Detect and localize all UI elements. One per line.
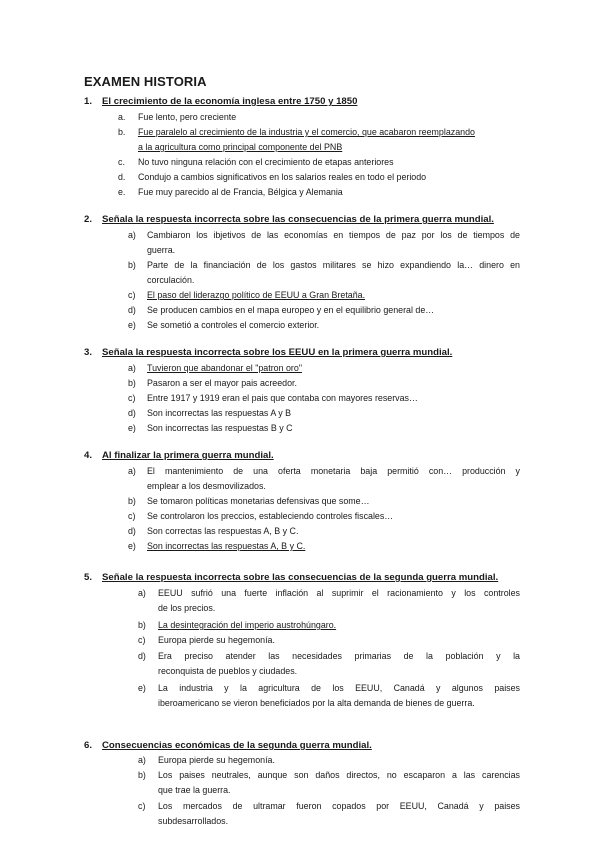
- option-text: Era preciso atender las necesidades primarias de la población y la: [158, 651, 520, 661]
- question-text: Consecuencias económicas de la segunda guerra mundial.: [102, 740, 372, 751]
- option-text: La desintegración del imperio austrohúngaro.: [158, 620, 337, 630]
- option-label: d): [128, 526, 136, 536]
- option-label: a): [138, 588, 146, 598]
- option-label: a): [128, 466, 136, 476]
- option-text: Tuvieron que abandonar el "patron oro": [147, 363, 302, 373]
- option-4e: [128, 539, 520, 555]
- question-text: Al finalizar la primera guerra mundial.: [102, 450, 274, 461]
- option-text: Condujo a cambios significativos en los salarios reales en todo el periodo: [138, 172, 427, 182]
- option-4d: [128, 524, 520, 540]
- option-text: Son incorrectas las respuestas A y B: [147, 408, 292, 418]
- option-text: Cambiaron los ibjetivos de las economías en tiempos de paz por los de tiempos de: [147, 230, 520, 240]
- option-label: d): [128, 305, 136, 315]
- option-label: d): [128, 408, 136, 418]
- option-2e: [128, 318, 520, 334]
- option-text: Son incorrectas las respuestas A, B y C.: [147, 541, 306, 551]
- option-label: c.: [118, 157, 125, 167]
- option-1b: [118, 125, 518, 156]
- option-3a: [128, 361, 520, 377]
- option-2a: [128, 228, 520, 259]
- question-number: 5.: [84, 572, 93, 583]
- option-1a: [118, 110, 518, 126]
- option-label: b): [128, 378, 136, 388]
- option-5a: [138, 586, 520, 617]
- option-4b: [128, 494, 520, 510]
- option-5e: [138, 681, 520, 712]
- option-label: e.: [118, 187, 126, 197]
- option-text: Fue muy parecido al de Francia, Bélgica y Alemania: [138, 187, 343, 197]
- option-text-continued: subdesarrollados.: [158, 816, 229, 826]
- option-label: b): [138, 620, 146, 630]
- option-text: Se tomaron políticas monetarias defensivas que some…: [147, 496, 370, 506]
- question-text: Señala la respuesta incorrecta sobre los EEUU en la primera guerra mundial.: [102, 347, 453, 358]
- question-number: 4.: [84, 450, 93, 461]
- option-label: e): [138, 683, 146, 693]
- option-5d: [138, 649, 520, 680]
- option-label: b.: [118, 127, 126, 137]
- option-text: Europa pierde su hegemonía.: [158, 755, 275, 765]
- question-number: 1.: [84, 96, 93, 107]
- option-text: Son correctas las respuestas A, B y C.: [147, 526, 299, 536]
- option-text-continued: de los precios.: [158, 603, 216, 613]
- option-label: d): [138, 651, 146, 661]
- option-text: Parte de la financiación de los gastos militares se hizo expandiendo la… dinero en: [147, 260, 520, 270]
- option-text-continued: iberoamericano se vieron beneficiados por la alta demanda de bienes de guerra.: [158, 698, 475, 708]
- option-2d: [128, 303, 520, 319]
- option-label: c): [138, 635, 146, 645]
- question-text: Señale la respuesta incorrecta sobre las consecuencias de la segunda guerra mundial.: [102, 572, 499, 583]
- option-text-continued: emplear a los desmovilizados.: [147, 481, 266, 491]
- option-label: a.: [118, 112, 126, 122]
- option-label: e): [128, 320, 136, 330]
- option-text: Los mercados de ultramar fueron copados por EEUU, Canadá y paises: [158, 801, 520, 811]
- option-label: e): [128, 541, 136, 551]
- option-1d: [118, 170, 518, 186]
- option-text: Los paises neutrales, aunque son daños directos, no escaparon a las carencias: [158, 770, 520, 780]
- option-text-continued: reconquista de pueblos y ciudades.: [158, 666, 298, 676]
- option-label: d.: [118, 172, 126, 182]
- option-4a: [128, 464, 520, 495]
- option-text: Europa pierde su hegemonía.: [158, 635, 275, 645]
- option-label: c): [128, 290, 136, 300]
- question-number: 3.: [84, 347, 93, 358]
- option-6c: [138, 799, 520, 830]
- option-1c: [118, 155, 518, 171]
- option-label: a): [128, 363, 136, 373]
- option-label: a): [128, 230, 136, 240]
- option-text: No tuvo ninguna relación con el crecimiento de etapas anteriores: [138, 157, 394, 167]
- option-label: b): [138, 770, 146, 780]
- option-text: Se sometió a controles el comercio exterior.: [147, 320, 320, 330]
- option-5c: [138, 633, 520, 649]
- exam-title: EXAMEN HISTORIA: [84, 74, 207, 89]
- option-1e: [118, 185, 518, 201]
- option-text: EEUU sufrió una fuerte inflación al suprimir el racionamiento y los controles: [158, 588, 520, 598]
- option-3c: [128, 391, 520, 407]
- option-text-continued: a la agricultura como principal componente del PNB: [138, 142, 343, 152]
- option-5b: [138, 618, 520, 634]
- option-text: Fue paralelo al crecimiento de la industria y el comercio, que acabaron reemplazando: [138, 127, 475, 137]
- option-label: c): [128, 511, 136, 521]
- option-text: El mantenimiento de una oferta monetaria baja permitió con… producción y: [147, 466, 520, 476]
- option-label: b): [128, 260, 136, 270]
- question-number: 6.: [84, 740, 93, 751]
- option-label: a): [138, 755, 146, 765]
- option-6b: [138, 768, 520, 799]
- option-text: Fue lento, pero creciente: [138, 112, 237, 122]
- option-2b: [128, 258, 520, 289]
- option-text: El paso del liderazgo político de EEUU a Gran Bretaña.: [147, 290, 366, 300]
- option-label: e): [128, 423, 136, 433]
- question-number: 2.: [84, 214, 93, 225]
- option-text: Son incorrectas las respuestas B y C: [147, 423, 293, 433]
- option-3b: [128, 376, 520, 392]
- option-text: Se controlaron los preccios, estableciendo controles fiscales…: [147, 511, 394, 521]
- option-3e: [128, 421, 520, 437]
- option-text: Pasaron a ser el mayor pais acreedor.: [147, 378, 297, 388]
- option-label: c): [138, 801, 146, 811]
- option-text-continued: guerra.: [147, 245, 176, 255]
- option-text: Entre 1917 y 1919 eran el pais que contaba con mayores reservas…: [147, 393, 418, 403]
- option-text-continued: que trae la guerra.: [158, 785, 231, 795]
- option-3d: [128, 406, 520, 422]
- option-6a: [138, 753, 520, 769]
- question-text: El crecimiento de la economía inglesa entre 1750 y 1850: [102, 96, 358, 107]
- option-text-continued: corculación.: [147, 275, 195, 285]
- option-4c: [128, 509, 520, 525]
- option-label: c): [128, 393, 136, 403]
- option-2c: [128, 288, 520, 304]
- option-label: b): [128, 496, 136, 506]
- option-text: La industria y la agricultura de los EEUU, Canadá y algunos paises: [158, 683, 520, 693]
- option-text: Se producen cambios en el mapa europeo y en el equilibrio general de…: [147, 305, 435, 315]
- question-text: Señala la respuesta incorrecta sobre las consecuencias de la primera guerra mundial.: [102, 214, 494, 225]
